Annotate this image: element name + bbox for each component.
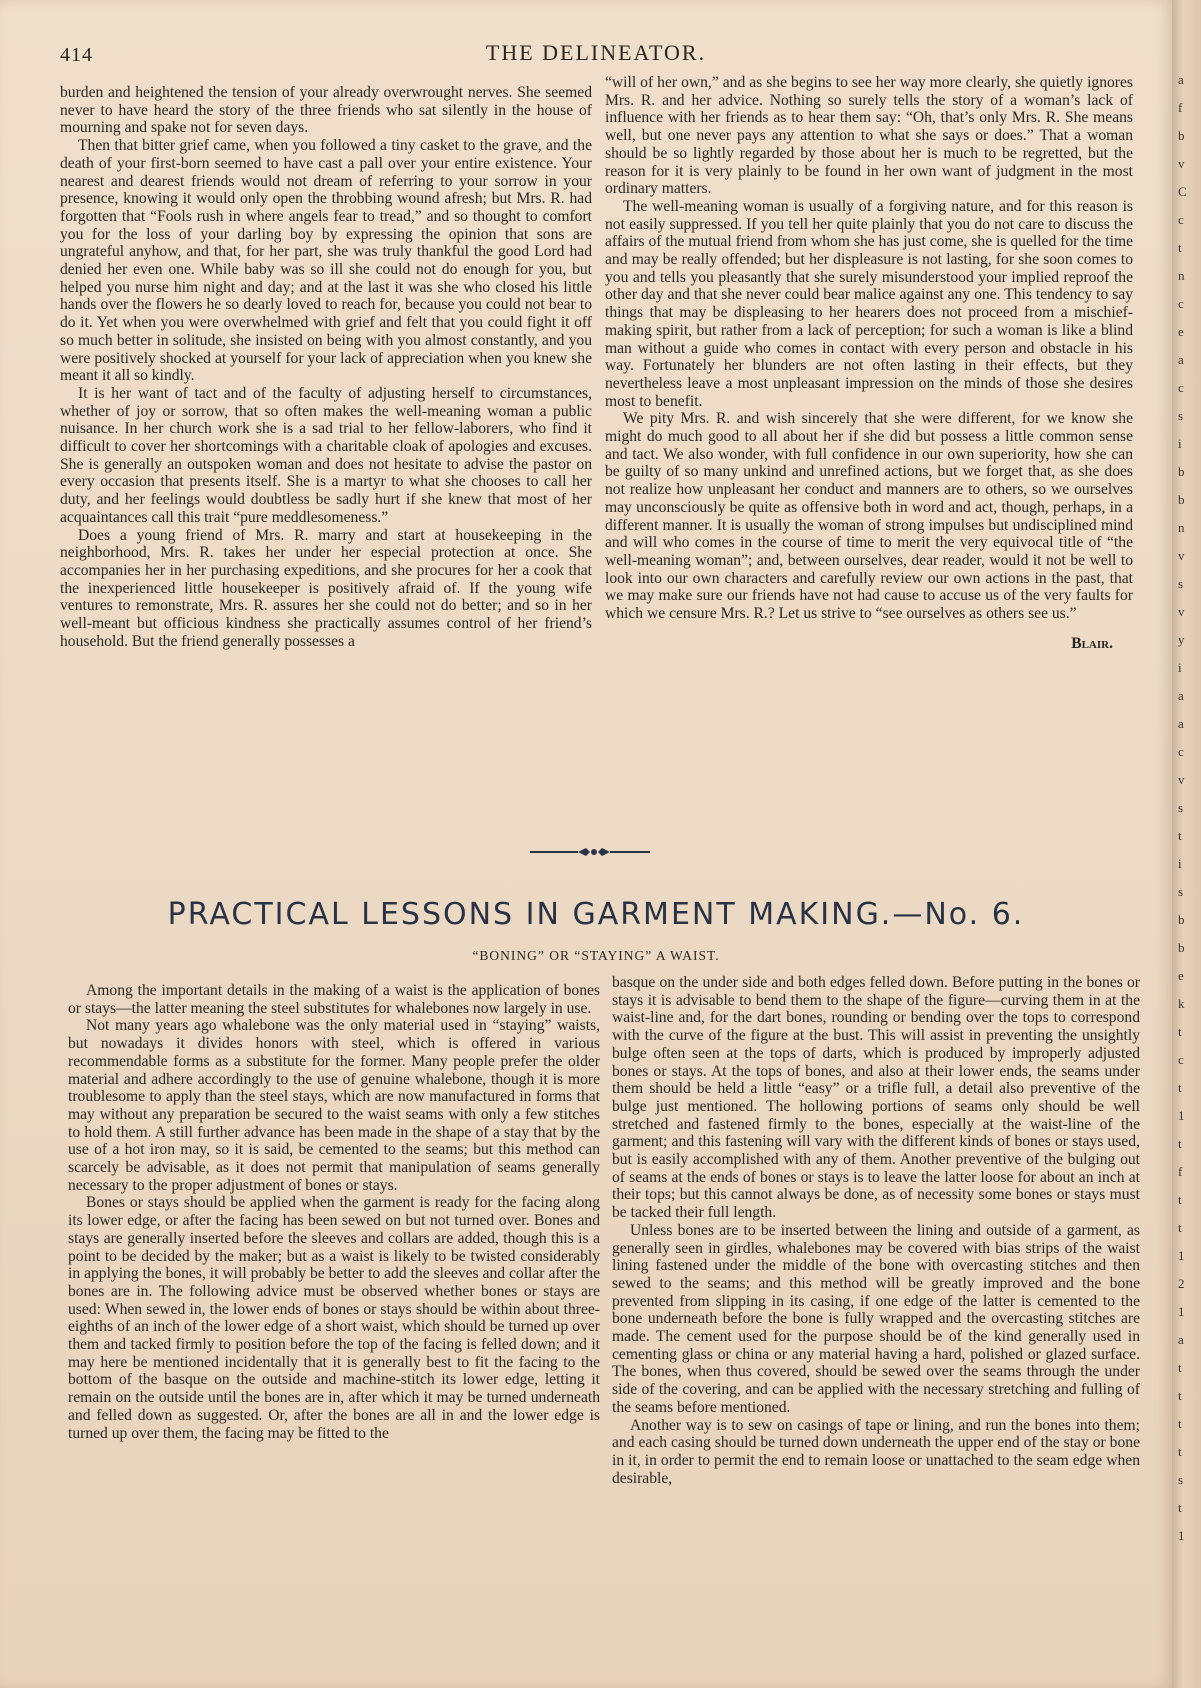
edge-letter: 1 <box>1178 1108 1185 1123</box>
edge-letter: b <box>1178 912 1185 927</box>
edge-letter: t <box>1178 240 1182 255</box>
edge-letter: a <box>1178 688 1184 703</box>
edge-letter: s <box>1178 1472 1184 1487</box>
edge-letter: t <box>1178 1416 1182 1431</box>
edge-letter: C <box>1178 184 1187 199</box>
edge-letter: t <box>1178 828 1182 843</box>
paragraph: It is her want of tact and of the faculty of adjusting herself to circumstances, whether of joy or sorrow, that so often makes the well-meaning woman a public nuisance. In her church work she is a sad trial to her fellow-laborers, who find it difficult to cover her shortcomings with a charitable cloak of apologies and excuses. She is generally an outspoken woman and does not hesitate to advise the pastor on every occasion that presents itself. She is a martyr to what she chooses to call her duty, and her feelings would doubtless be sadly hurt if she knew that most of her acquaintances call this trait “pure meddlesomeness.” <box>60 384 592 526</box>
edge-letter: b <box>1178 940 1185 955</box>
edge-letter: s <box>1178 884 1184 899</box>
paragraph: Among the important details in the making of a waist is the application of bones or stays—the latter meaning the steel substitutes for whalebones now largely in use. <box>68 982 600 1017</box>
edge-letter: t <box>1178 1388 1182 1403</box>
edge-letter: v <box>1178 604 1185 619</box>
paragraph: The well-meaning woman is usually of a forgiving nature, and for this reason is not easily suppressed. If you tell her quite plainly that you do not care to discuss the affairs of the mutual friend from whom she has just come, she is quelled for the time and may be really offended; but her displeasure is not lasting, for she soon comes to you and tells you pleasantly that she surely misunderstood your implied reproof the other day and that she never could bear malice against any one. This tendency to say things that may be displeasing to her hearers does not proceed from a mischief-making spirit, but rather from a lack of perception; for such a woman is like a blind man without a guide who comes in contact with every person and obstacle in his way. Fortunately her blunders are not often lasting in their effects, but they nevertheless leave a most unpleasant impression on the minds of those she desires most to benefit. <box>605 197 1133 410</box>
edge-letter: t <box>1178 1136 1182 1151</box>
edge-letter: c <box>1178 744 1184 759</box>
edge-letter: a <box>1178 72 1184 87</box>
paragraph: Does a young friend of Mrs. R. marry and start at housekeeping in the neighborhood, Mrs. R. takes her under her especial protection at once. She accompanies her in her purchasing expeditions, and she procures for her a cook that the inexperienced little housekeeper is positively afraid of. If the young wife ventures to remonstrate, Mrs. R. assures her she could not do better; and so in her well-meant but officious kindness she practically assumes control of her friend’s household. But the friend generally possesses a <box>60 526 592 650</box>
edge-letter: b <box>1178 492 1185 507</box>
adjacent-page-edge <box>1172 0 1201 1688</box>
edge-letter: a <box>1178 352 1184 367</box>
paragraph: Then that bitter grief came, when you followed a tiny casket to the grave, and the death of your first-born seemed to have cast a pall over your entire existence. Your nearest and dearest friends would not dream of referring to your sorrow in your presence, knowing it would only open the throbbing wound afresh; but Mrs. R. had forgotten that “Fools rush in where angels fear to tread,” and so thought to comfort you for the loss of your darling boy by expressing the opinion that sons are ungrateful anyhow, and that, for her part, she was truly thankful the good Lord had denied her even one. While baby was so ill she could not do enough for you, but helped you nurse him night and day; and at the last it was she who closed his little hands over the flowers he so dearly loved to reach for, because you could not bear to do it. Yet when you were overwhelmed with grief and felt that you could fight it off so much better in solitude, she insisted on being with you almost constantly, and you were positively shocked at yourself for your lack of appreciation when you knew she meant it all so kindly. <box>60 137 592 385</box>
edge-letter: n <box>1178 520 1185 535</box>
edge-letter: v <box>1178 772 1185 787</box>
edge-letter: i <box>1178 856 1182 871</box>
edge-letter: i <box>1178 436 1182 451</box>
article2-column-right <box>612 974 1140 1624</box>
edge-letter: e <box>1178 324 1184 339</box>
edge-letter: k <box>1178 996 1185 1011</box>
edge-letter: t <box>1178 1192 1182 1207</box>
edge-letter: v <box>1178 548 1185 563</box>
edge-letter: c <box>1178 1052 1184 1067</box>
edge-letter: s <box>1178 800 1184 815</box>
ornamental-divider-icon <box>530 845 650 859</box>
paragraph: Bones or stays should be applied when the garment is ready for the facing along its lower edge, or after the facing has been sewed on but not turned over. Bones and stays are generally inserted before the sleeves and collars are added, though this is a point to be decided by the maker; but as a waist is likely to be twisted considerably in applying the bones, it will probably be better to add the sleeves and collar after the bones are in. The following advice must be observed whether bones or stays are used: When sewed in, the lower ends of bones or stays should be within about three-eighths of an inch of the lower edge of a short waist, which should be turned up over them and tacked firmly to position before the top of the facing is felled down; and it may here be mentioned incidentally that it is generally best to fit the facing to the bottom of the basque on the outside and machine-stitch its lower edge, letting it remain on the outside until the bones are in, after which it may be turned underneath and felled down as suggested. Or, after the bones are all in and the lower edge is turned up over them, the facing may be fitted to the <box>68 1194 600 1442</box>
magazine-title: THE DELINEATOR. <box>485 40 707 65</box>
edge-letter: b <box>1178 464 1185 479</box>
edge-letter: 1 <box>1178 1304 1185 1319</box>
edge-letter: t <box>1178 1080 1182 1095</box>
author-signature: Blair. <box>1071 634 1113 652</box>
edge-letter: a <box>1178 716 1184 731</box>
article-subtitle: “BONING” OR “STAYING” A WAIST. <box>472 948 720 963</box>
paragraph: burden and heightened the tension of your already overwrought nerves. She seemed never to have heard the story of the three friends who sat silently in the house of mourning and spake not for seven days. <box>60 84 592 137</box>
edge-letter: s <box>1178 408 1184 423</box>
edge-letter: t <box>1178 1220 1182 1235</box>
article2-column-left <box>68 982 600 1622</box>
edge-letter: f <box>1178 100 1183 115</box>
edge-letter: t <box>1178 1500 1182 1515</box>
edge-letter: i <box>1178 660 1182 675</box>
running-header <box>60 40 1132 70</box>
edge-letter: v <box>1178 156 1185 171</box>
edge-letter: b <box>1178 128 1185 143</box>
edge-letter: y <box>1178 632 1185 647</box>
edge-letter: c <box>1178 380 1184 395</box>
edge-letter: a <box>1178 1332 1184 1347</box>
article-title: PRACTICAL LESSONS IN GARMENT MAKING.—No. 6. <box>167 897 1025 932</box>
article1-column-left <box>60 84 592 774</box>
edge-letter: c <box>1178 212 1184 227</box>
page-number: 414 <box>60 44 93 66</box>
edge-letter: 2 <box>1178 1276 1185 1291</box>
edge-letter: t <box>1178 1444 1182 1459</box>
article1-column-right <box>605 74 1133 774</box>
edge-letter: 1 <box>1178 1528 1185 1543</box>
edge-letter: s <box>1178 576 1184 591</box>
edge-letter: c <box>1178 296 1184 311</box>
paragraph: Not many years ago whalebone was the only material used in “staying” waists, but nowadays it divides honors with steel, which is offered in various recommendable forms as a substitute for the former. Many people prefer the older material and adhere accordingly to the use of genuine whalebone, though it is more troublesome to apply than the steel stays, which are now manufactured in forms that may without any preparation be secured to the waist seams with only a few stitches to hold them. A still further advance has been made in the shape of a stay that by the use of a hot iron may, so it is said, be cemented to the seams; but this method can scarcely be advisable, as it does not permit that manipulation of seams generally necessary to the proper adjustment of bones or stays. <box>68 1017 600 1194</box>
edge-letter: 1 <box>1178 1248 1185 1263</box>
paragraph: Another way is to sew on casings of tape or lining, and run the bones into them; and each casing should be turned down underneath the upper end of the stay or bone in it, in order to permit the end to remain loose or unattached to the seam edge when desirable, <box>612 1416 1140 1487</box>
edge-letter: e <box>1178 968 1184 983</box>
paragraph: basque on the under side and both edges felled down. Before putting in the bones or stays it is advisable to bend them to the shape of the figure—curving them in at the waist-line and, for the dart bones, rounding or bending over the tops to correspond with the curve of the figure at the bust. This will assist in preventing the unsightly bulge often seen at the tops of darts, which is produced by improperly adjusted bones or stays. At the tops of bones, and also at their lower ends, the seams under them should be held a little “easy” or a trifle full, a detail also preventive of the bulge just mentioned. The hollowing portions of seams only should be well stretched and fastened firmly to the bones, especially at the waist-line of the garment; and this fastening will vary with the different kinds of bones or stays used, but is easily accomplished with any of them. Another preventive of the bulging out of seams at the ends of bones or stays is to leave the latter loose for about an inch at their tops; but this cannot always be done, as of necessity some bones or stays must be tacked their full length. <box>612 974 1140 1222</box>
edge-letter: t <box>1178 1024 1182 1039</box>
paragraph: We pity Mrs. R. and wish sincerely that she were different, for we know she might do much good to all about her if she did but possess a little common sense and tact. We also wonder, with full confidence in our own superiority, how she can be guilty of so many unkind and unrefined actions, but we forget that, as she does not realize how unpleasant her conduct and manners are to others, so we ourselves may unconsciously be quite as offensive both in word and act, though, perhaps, in a different manner. It is usually the woman of strong impulses but undisciplined mind and will who comes in the course of time to merit the very equivocal title of “the well-meaning woman”; and, between ourselves, dear reader, would it not be well to look into our own characters and carefully review our own actions in the past, that we may make sure our friends have not had cause to accuse us of the very faults for which we censure Mrs. R.? Let us strive to “see ourselves as others see us.” <box>605 410 1133 623</box>
edge-letter: t <box>1178 1360 1182 1375</box>
paragraph: “will of her own,” and as she begins to see her way more clearly, she quietly ignores Mrs. R. and her advice. Nothing so surely tells the story of a woman’s lack of influence with her friends as to hear them say: “Oh, that’s only Mrs. R. She means well, but one never pays any attention to what she says or does.” That a woman should be so lightly regarded by those about her is much to be regretted, but the reason for it is very plainly to be found in her own want of judgment in the most ordinary matters. <box>605 74 1133 198</box>
edge-letter: f <box>1178 1164 1183 1179</box>
edge-letter: n <box>1178 268 1185 283</box>
paragraph: Unless bones are to be inserted between the lining and outside of a garment, as generally seen in girdles, whalebones may be covered with bias strips of the waist lining fastened under the middle of the bone with overcasting stitches and then sewed to the seams; and this method will be greatly improved and the bone prevented from slipping in its casing, if one edge of the latter is cemented to the bone underneath before the bone is fully wrapped and the overcasting stitches are made. The cement used for the purpose should be of the kind generally used in cementing glass or china or any material having a hard, polished or glazed surface. The bones, when thus covered, should be sewed over the seams through the under side of the covering, and can be applied with the necessary stretching and fulling of the seams before mentioned. <box>612 1221 1140 1416</box>
